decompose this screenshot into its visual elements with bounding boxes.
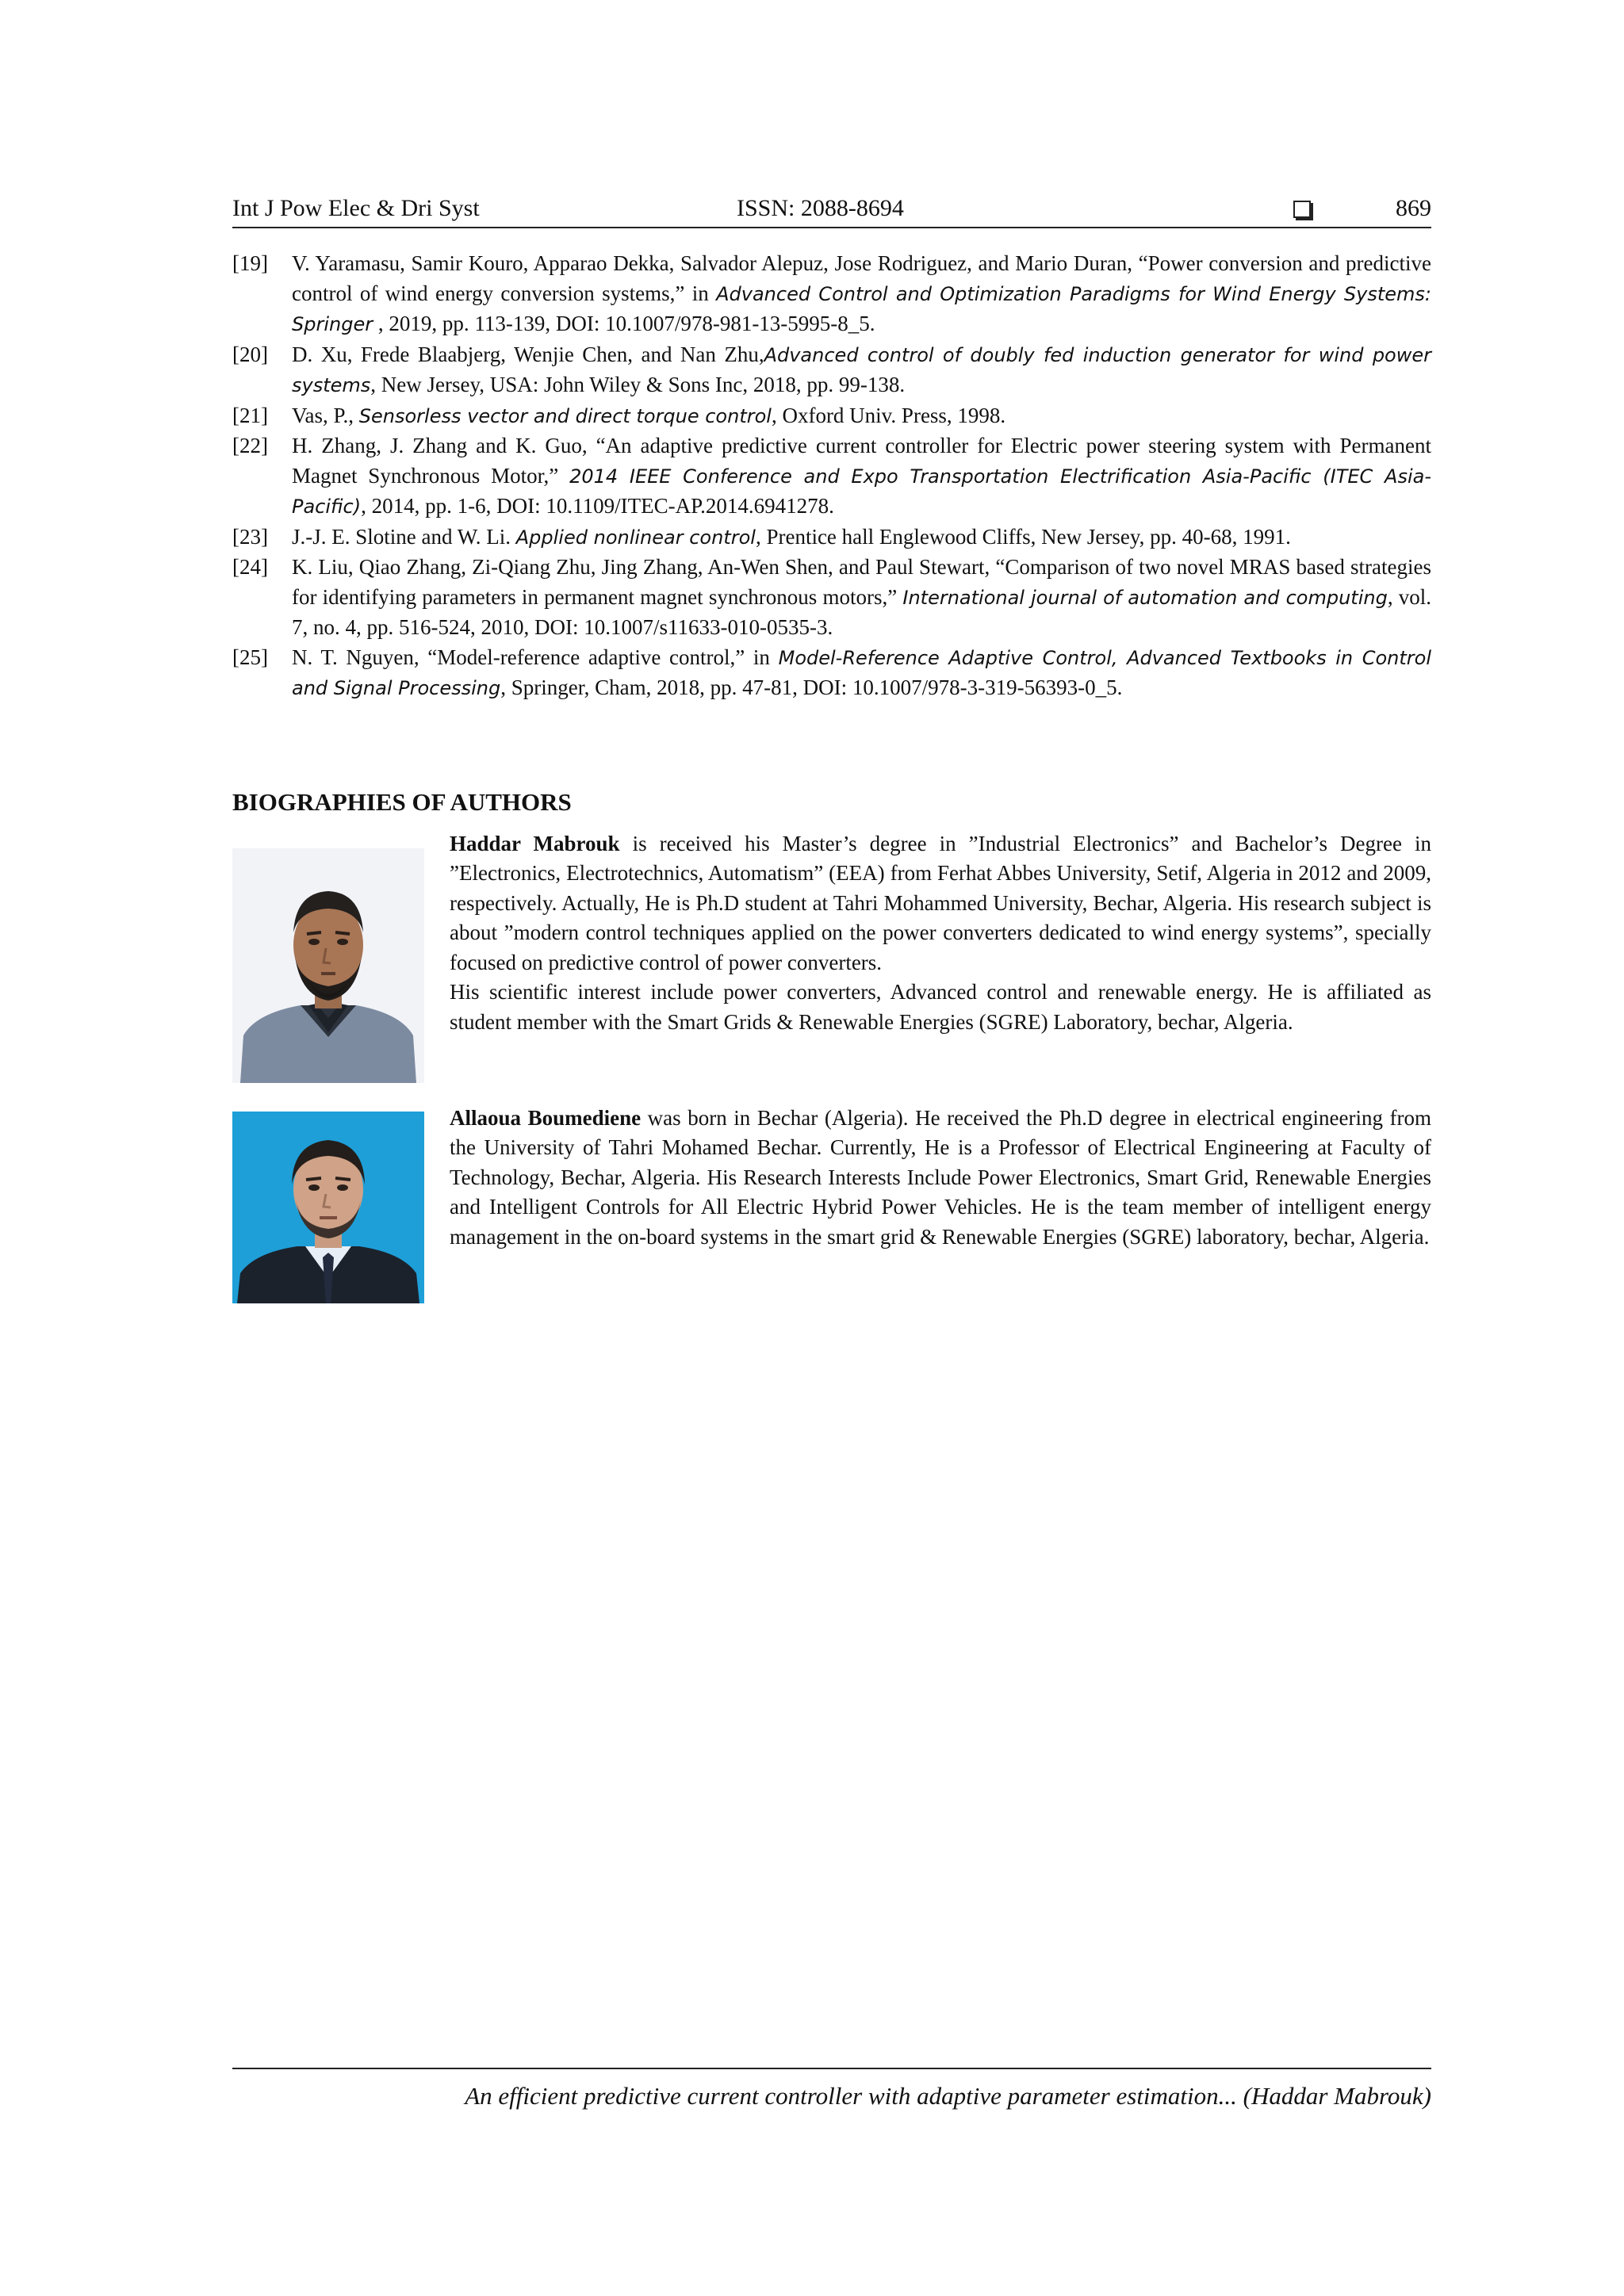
author-portrait-image: [232, 1112, 424, 1303]
reference-text: J.-J. E. Slotine and W. Li.: [292, 524, 516, 549]
page-number: 869: [1396, 195, 1431, 221]
bio-paragraph: is received his Master’s degree in ”Industrial Electronics” and Bachelor’s Degree in ”Electronics, Electrotechnics, Automatism” (EEA) from Ferhat Abbes University, Setif, Algeria in 2012 and 2009, respectively. Actually, He is Ph.D student at Tahri Mohammed University, Bechar, Algeria. His research subject is about ”modern control techniques applied on the power converters dedicated to wind energy systems”, specially focused on predictive control of power converters.: [450, 831, 1431, 974]
page: [232, 190, 1431, 1351]
author-photo: [232, 1112, 424, 1303]
reference-text: H. Zhang, J. Zhang and K. Guo, “An adaptive predictive current controller for Electric power steering system with Permanent Magnet Synchronous Motor,”: [292, 434, 1431, 488]
bio-text: [450, 829, 1431, 1038]
reference-number: [24]: [232, 555, 268, 579]
reference-number: [23]: [232, 524, 268, 549]
reference-item: [232, 401, 1431, 432]
author-portrait-image: [232, 837, 424, 1083]
running-footer: An efficient predictive current controller with adaptive parameter estimation... (Haddar Mabrouk): [232, 2068, 1431, 2114]
reference-details: , vol. 7, no. 4, pp. 516-524, 2010, DOI: 10.1007/s11633-010-0535-3.: [292, 584, 1431, 639]
reference-item: [232, 643, 1431, 704]
reference-number: [25]: [232, 645, 268, 669]
reference-source: Advanced Control and Optimization Paradigms for Wind Energy Systems: Springer: [292, 282, 1432, 335]
author-bio: [232, 829, 1431, 1077]
biographies-heading: BIOGRAPHIES OF AUTHORS: [232, 787, 572, 816]
reference-item: [232, 431, 1431, 522]
author-photo: [232, 837, 424, 1083]
author-name: Haddar Mabrouk: [450, 831, 620, 855]
reference-details: , Oxford Univ. Press, 1998.: [771, 403, 1006, 427]
reference-number: [19]: [232, 251, 268, 275]
running-header: [232, 190, 1431, 228]
reference-item: [232, 522, 1431, 553]
reference-number: [22]: [232, 434, 268, 457]
reference-source: Sensorless vector and direct torque control: [358, 404, 772, 427]
author-bio: [232, 1104, 1431, 1351]
bio-paragraph: was born in Bechar (Algeria). He received the Ph.D degree in electrical engineering from the University of Tahri Mohamed Bechar. Currently, He is a Professor of Electrical Engineering at Faculty of Technology, Bechar, Algeria. His Research Interests Include Power Electronics, Smart Grid, Renewable Energies and Intelligent Controls for All Electric Hybrid Power Vehicles. He is the team member of intelligent energy management in the on-board systems in the smart grid & Renewable Energies (SGRE) laboratory, bechar, Algeria.: [450, 1105, 1432, 1249]
reference-source: 2014 IEEE Conference and Expo Transportation Electrification Asia-Pacific (ITEC Asia-Pacific): [292, 465, 1431, 518]
reference-source: Applied nonlinear control: [515, 526, 756, 549]
reference-details: , 2014, pp. 1-6, DOI: 10.1109/ITEC-AP.2014.6941278.: [361, 494, 834, 518]
reference-source: Model-Reference Adaptive Control, Advanced Textbooks in Control and Signal Processing: [292, 646, 1431, 699]
reference-item: [232, 340, 1431, 401]
reference-details: , 2019, pp. 113-139, DOI: 10.1007/978-981-13-5995-8_5.: [373, 312, 875, 335]
reference-item: [232, 249, 1431, 340]
reference-list: [232, 249, 1431, 704]
reference-details: , New Jersey, USA: John Wiley & Sons Inc, 2018, pp. 99-138.: [370, 373, 906, 396]
reference-source: International journal of automation and computing: [902, 586, 1388, 609]
reference-text: D. Xu, Frede Blaabjerg, Wenjie Chen, and Nan Zhu,: [292, 342, 764, 366]
reference-item: [232, 553, 1431, 643]
reference-details: , Springer, Cham, 2018, pp. 47-81, DOI: 10.1007/978-3-319-56393-0_5.: [500, 675, 1123, 699]
reference-text: V. Yaramasu, Samir Kouro, Apparao Dekka, Salvador Alepuz, Jose Rodriguez, and Mario Duran, “Power conversion and predictive control of wind energy conversion systems,” in: [292, 251, 1431, 305]
reference-text: Vas, P.,: [292, 403, 359, 427]
reference-text: N. T. Nguyen, “Model-reference adaptive control,” in: [292, 645, 779, 669]
reference-source: Advanced control of doubly fed induction generator for wind power systems: [292, 343, 1431, 396]
journal-name: Int J Pow Elec & Dri Syst: [232, 195, 480, 221]
reference-text: K. Liu, Qiao Zhang, Zi-Qiang Zhu, Jing Zhang, An-Wen Shen, and Paul Stewart, “Comparison of two novel MRAS based strategies for identifying parameters in permanent magnet synchronous motors,”: [292, 555, 1431, 609]
reference-number: [20]: [232, 342, 268, 366]
bio-text: [450, 1104, 1431, 1253]
reference-number: [21]: [232, 403, 268, 427]
reference-details: , Prentice hall Englewood Cliffs, New Jersey, pp. 40-68, 1991.: [755, 524, 1291, 549]
author-name: Allaoua Boumediene: [450, 1105, 642, 1130]
bio-paragraph-interest: His scientific interest include power converters, Advanced control and renewable energy. He is affiliated as student member with the Smart Grids & Renewable Energies (SGRE) Laboratory, bechar, Algeria.: [450, 980, 1431, 1034]
square-icon: [1293, 201, 1311, 218]
issn: ISSN: 2088-8694: [737, 195, 904, 221]
